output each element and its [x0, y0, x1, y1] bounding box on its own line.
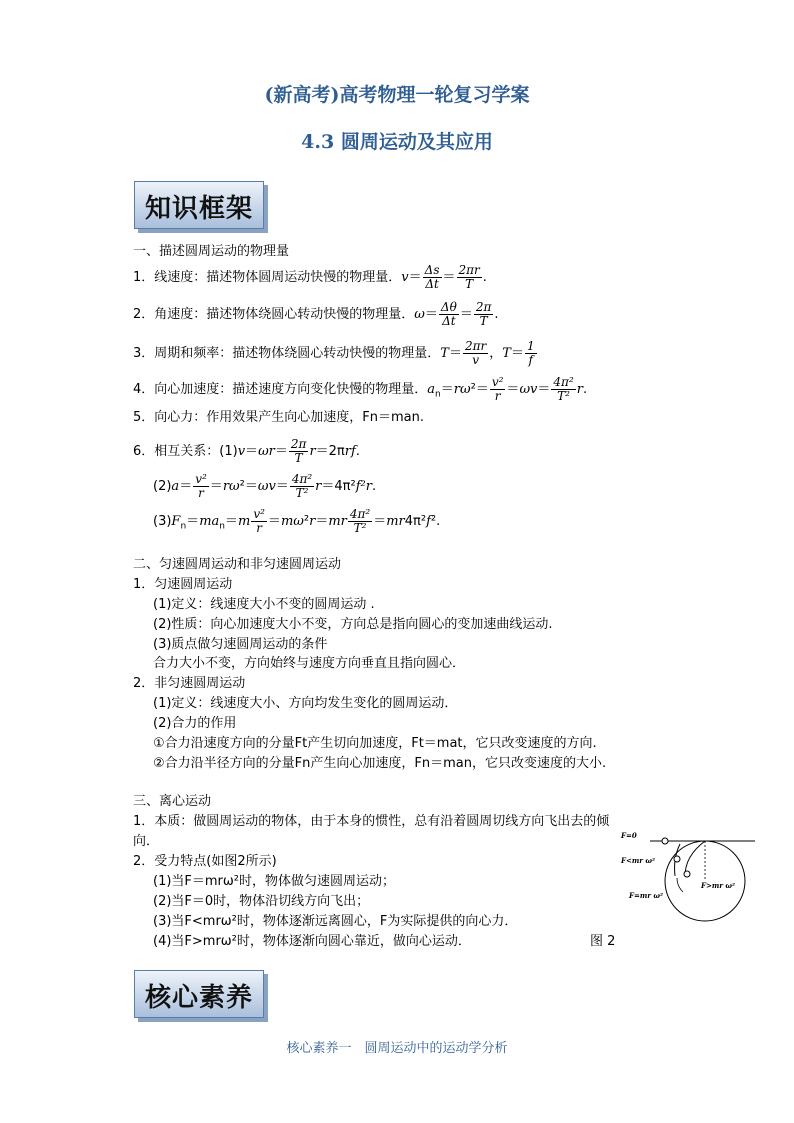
- item-period-frequency: 3．周期和频率：描述物体绕圆心转动快慢的物理量．T＝ $\frac{2\pi r}{v}$ ，T＝ $\frac{1}{f}$: [133, 339, 535, 367]
- section3-heading: 三、离心运动: [133, 794, 212, 809]
- label-f-less: F<mr ω²: [621, 856, 656, 865]
- sec3-line: (1)当F＝mrω²时，物体做匀速圆周运动；: [153, 874, 395, 889]
- sec3-line: (2)当F＝0时，物体沿切线方向飞出；: [153, 894, 370, 909]
- label-f-zero: F=0: [621, 831, 637, 840]
- core-competency-heading: 核心素养一 圆周运动中的运动学分析: [286, 1041, 508, 1056]
- document-subtitle: 4.3 圆周运动及其应用: [301, 131, 493, 153]
- sec2-line: 合力大小不变，方向始终与速度方向垂直且指向圆心．: [153, 656, 466, 671]
- item-text: 4．向心加速度：描述速度方向变化快慢的物理量．: [133, 382, 428, 397]
- sec3-line: (3)当F<mrω²时，物体逐渐远离圆心，F为实际提供的向心力．: [153, 914, 518, 929]
- sec2-line: (3)质点做匀速圆周运动的条件: [153, 637, 328, 652]
- sec3-line: 向．: [133, 834, 160, 849]
- relation-3: $(3)F_n=ma_n=m$ $\frac{\text{v²}}{r}$ ＝mω²r＝mr $\frac{\text{4π²}}{\text{T²}}$ ＝mr4π²f².: [153, 507, 441, 535]
- figure-caption: 图 2: [590, 934, 616, 949]
- label-f-greater: F>mr ω²: [701, 881, 736, 890]
- sec2-line: ①合力沿速度方向的分量Ft产生切向加速度，Ft＝mat，它只改变速度的方向.: [153, 736, 597, 751]
- sec3-line: 1．本质：做圆周运动的物体，由于本身的惯性，总有沿着圆周切线方向飞出去的倾: [133, 814, 610, 829]
- section2-heading: 二、匀速圆周运动和非匀速圆周运动: [133, 557, 342, 572]
- relation-2: (2)a＝ $\frac{\text{v²}}{r}$ ＝rω²＝ωv＝ $\frac{\text{4π²}}{\text{T²}}$ r＝4π²f²r.: [153, 472, 377, 500]
- item-centripetal-force: 5．向心力：作用效果产生向心加速度，Fn＝man.: [133, 410, 424, 425]
- centrifugal-motion-figure: [615, 826, 765, 926]
- item-text: 3．周期和频率：描述物体绕圆心转动快慢的物理量．: [133, 346, 441, 361]
- banner-label: 核心素养: [144, 983, 253, 1013]
- banner-knowledge-framework: [134, 181, 264, 229]
- item-angular-velocity: 2．角速度：描述物体绕圆心转动快慢的物理量．ω＝ $\frac{\Delta\theta}{\Delta t}$ ＝ $\frac{2\pi}{T}$ .: [133, 300, 499, 328]
- label-f-equal: F=mr ω²: [629, 891, 664, 900]
- section1-heading: 一、描述圆周运动的物理量: [133, 244, 290, 259]
- banner-label: 知识框架: [144, 194, 253, 224]
- document-title: (新高考)高考物理一轮复习学案: [264, 84, 530, 106]
- item-relations: 6．相互关系：(1)v＝ωr＝ $\frac{2\pi}{T}$ r＝2πrf.: [133, 437, 360, 465]
- sec3-line: (4)当F>mrω²时，物体逐渐向圆心靠近，做向心运动．: [153, 934, 471, 949]
- sec2-line: 2．非匀速圆周运动: [133, 676, 246, 691]
- sec2-line: (1)定义：线速度大小、方向均发生变化的圆周运动．: [153, 696, 458, 711]
- item-linear-velocity: 1．线速度：描述物体圆周运动快慢的物理量．v＝ $\frac{\Delta s}{\Delta t}$ ＝ $\frac{2\pi r}{T}$ .: [133, 263, 487, 291]
- sec2-line: (2)合力的作用: [153, 716, 237, 731]
- sec3-line: 2．受力特点(如图2所示): [133, 854, 277, 869]
- item-centripetal-acceleration: 4．向心加速度：描述速度方向变化快慢的物理量．$a_n=r\omega^2=$ $\frac{\text{v²}}{r}$ ＝ωv＝ $\frac{\text{4π²}}{\text{T²}}$ r.: [133, 375, 588, 403]
- item-text: 2．角速度：描述物体绕圆心转动快慢的物理量．: [133, 307, 415, 322]
- sec2-line: (2)性质：向心加速度大小不变，方向总是指向圆心的变加速曲线运动.: [153, 617, 553, 632]
- sec2-line: ②合力沿半径方向的分量Fn产生向心加速度，Fn＝man，它只改变速度的大小.: [153, 756, 607, 771]
- item-text: 1．线速度：描述物体圆周运动快慢的物理量．: [133, 270, 402, 285]
- banner-core-competency: [134, 970, 264, 1018]
- sec2-line: 1．匀速圆周运动: [133, 577, 233, 592]
- sec2-line: (1)定义：线速度大小不变的圆周运动 .: [153, 597, 375, 612]
